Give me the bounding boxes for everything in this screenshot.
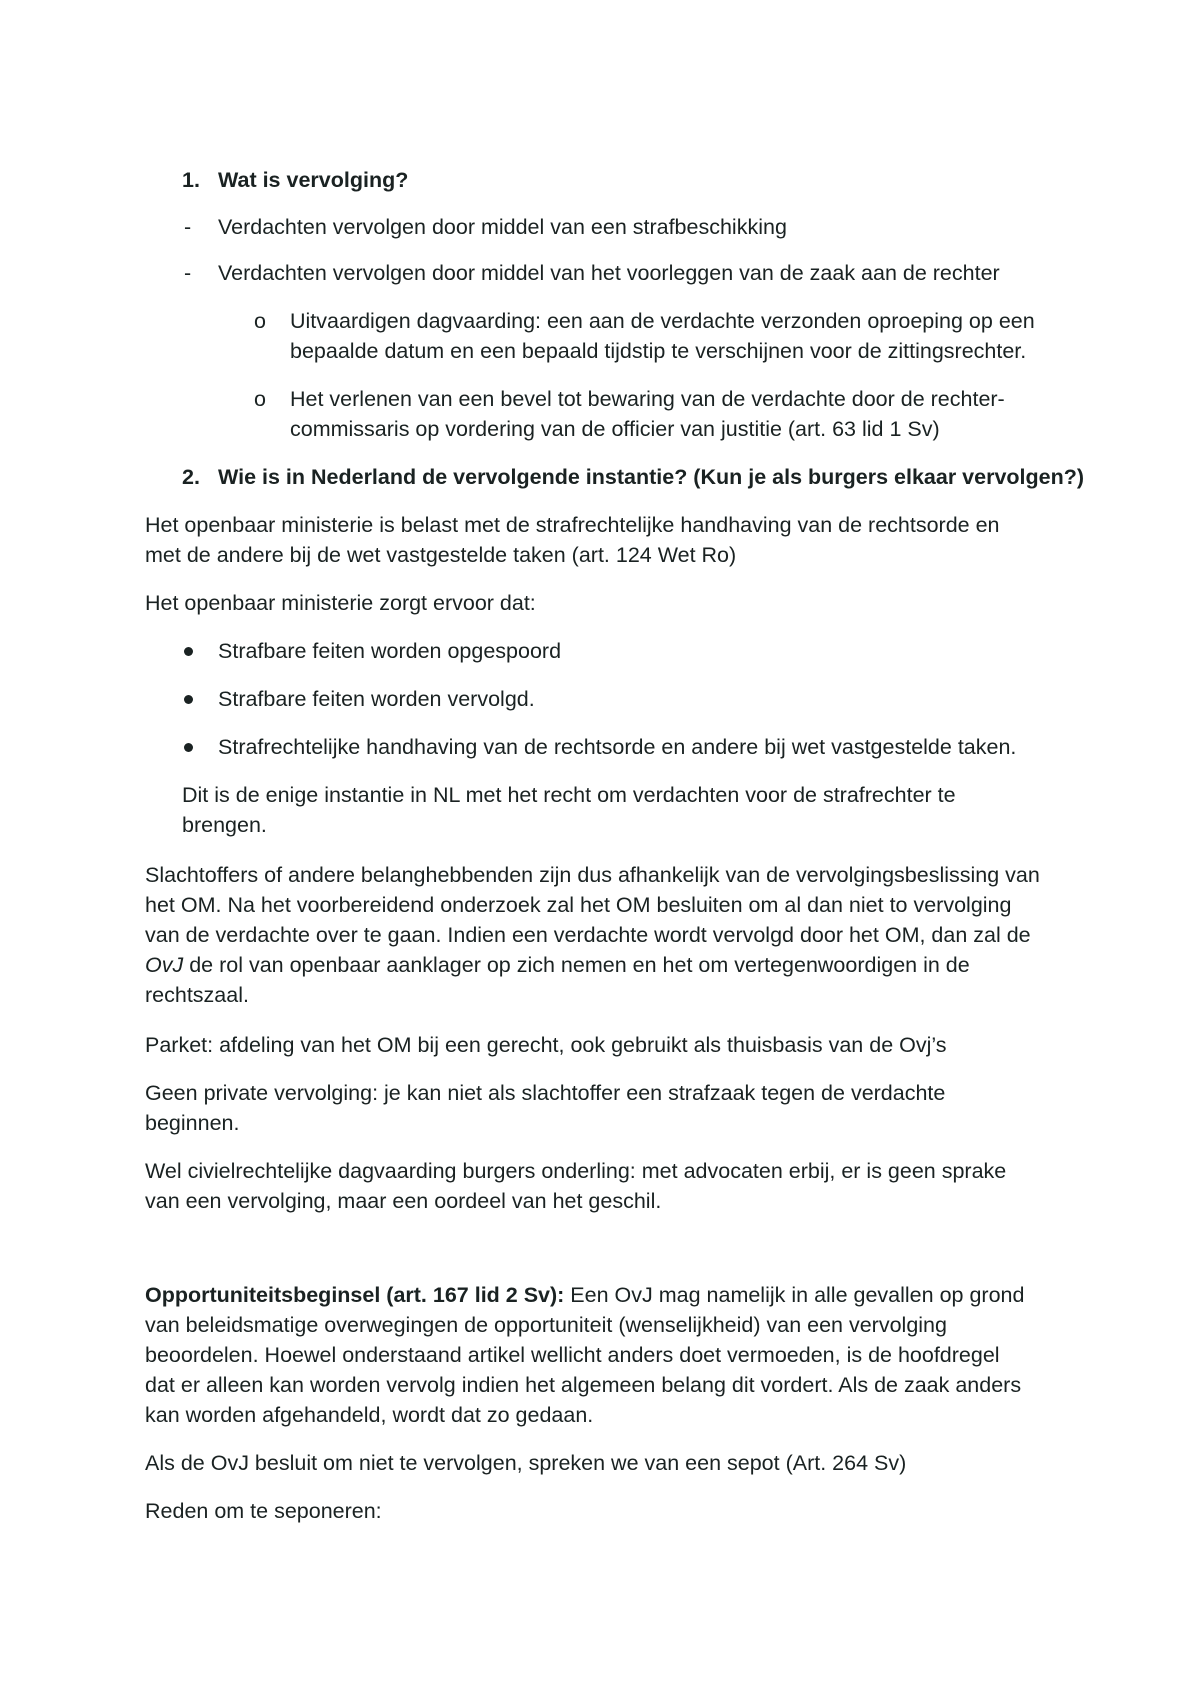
dash-item-2: Verdachten vervolgen door middel van het voorleggen van de zaak aan de rechter (218, 261, 1000, 285)
paragraph-enige-line-2: brengen. (182, 813, 267, 837)
paragraph-enige-line-1: Dit is de enige instantie in NL met het recht om verdachten voor de strafrechter te (182, 783, 956, 807)
paragraph-sepot: Als de OvJ besluit om niet te vervolgen, spreken we van een sepot (Art. 264 Sv) (145, 1451, 907, 1475)
question-1-title: Wat is vervolging? (218, 168, 409, 192)
dash-item-1: Verdachten vervolgen door middel van een strafbeschikking (218, 215, 787, 239)
paragraph-parket: Parket: afdeling van het OM bij een gerecht, ook gebruikt als thuisbasis van de Ovj’s (145, 1033, 947, 1057)
dash-bullet: - (184, 215, 192, 239)
opportuniteit-heading: Opportuniteitsbeginsel (art. 167 lid 2 Sv): (145, 1283, 565, 1307)
paragraph-opportuniteit-line-3: beoordelen. Hoewel onderstaand artikel wellicht anders doet vermoeden, is de hoofdregel (145, 1343, 1000, 1367)
paragraph-slachtoffers-line-4 (145, 950, 970, 980)
question-2-number: 2. (182, 465, 200, 489)
sub-item-2-line-2: commissaris op vordering van de officier van justitie (art. 63 lid 1 Sv) (290, 417, 940, 441)
circle-bullet: o (254, 387, 266, 411)
paragraph-opportuniteit-line-1-rest: Een OvJ mag namelijk in alle gevallen op grond (564, 1283, 1025, 1307)
bullet-dot (184, 647, 193, 656)
bullet-item-2: Strafbare feiten worden vervolgd. (218, 687, 535, 711)
paragraph-opportuniteit-line-5: kan worden afgehandeld, wordt dat zo gedaan. (145, 1403, 594, 1427)
circle-bullet: o (254, 309, 266, 333)
paragraph-slachtoffers-line-5: rechtszaal. (145, 983, 249, 1007)
paragraph-geen-line-2: beginnen. (145, 1111, 240, 1135)
paragraph-slachtoffers-line-4-rest: de rol van openbaar aanklager op zich nemen en het om vertegenwoordigen in de (183, 953, 970, 977)
sub-item-1-line-2: bepaalde datum en een bepaald tijdstip te verschijnen voor de zittingsrechter. (290, 339, 1027, 363)
paragraph-slachtoffers-line-2: het OM. Na het voorbereidend onderzoek zal het OM besluiten om al dan niet to vervolging (145, 893, 1012, 917)
question-2-title: Wie is in Nederland de vervolgende instantie? (Kun je als burgers elkaar vervolgen?) (218, 465, 1085, 489)
paragraph-om-line-2: met de andere bij de wet vastgestelde taken (art. 124 Wet Ro) (145, 543, 737, 567)
paragraph-om-line-1: Het openbaar ministerie is belast met de strafrechtelijke handhaving van de rechtsorde en (145, 513, 1000, 537)
paragraph-wel-line-2: van een vervolging, maar een oordeel van het geschil. (145, 1189, 662, 1213)
paragraph-wel-line-1: Wel civielrechtelijke dagvaarding burgers onderling: met advocaten erbij, er is geen sprake (145, 1159, 1007, 1183)
paragraph-slachtoffers-line-1: Slachtoffers of andere belanghebbenden zijn dus afhankelijk van de vervolgingsbeslissing van (145, 863, 1040, 887)
paragraph-reden: Reden om te seponeren: (145, 1499, 382, 1523)
sub-item-1-line-1: Uitvaardigen dagvaarding: een aan de verdachte verzonden oproeping op een (290, 309, 1035, 333)
paragraph-zorgt: Het openbaar ministerie zorgt ervoor dat: (145, 591, 536, 615)
paragraph-opportuniteit-line-1 (145, 1280, 1024, 1310)
bullet-dot (184, 743, 193, 752)
bullet-dot (184, 695, 193, 704)
bullet-item-3: Strafrechtelijke handhaving van de rechtsorde en andere bij wet vastgestelde taken. (218, 735, 1017, 759)
dash-bullet: - (184, 261, 192, 285)
paragraph-opportuniteit-line-4: dat er alleen kan worden vervolg indien het algemeen belang dit vordert. Als de zaak anders (145, 1373, 1022, 1397)
bullet-item-1: Strafbare feiten worden opgespoord (218, 639, 562, 663)
paragraph-geen-line-1: Geen private vervolging: je kan niet als slachtoffer een strafzaak tegen de verdachte (145, 1081, 946, 1105)
ovj-italic: OvJ (145, 953, 184, 977)
paragraph-slachtoffers-line-3: van de verdachte over te gaan. Indien een verdachte wordt vervolgd door het OM, dan zal de (145, 923, 1031, 947)
sub-item-2-line-1: Het verlenen van een bevel tot bewaring van de verdachte door de rechter- (290, 387, 1005, 411)
question-1-number: 1. (182, 168, 200, 192)
paragraph-opportuniteit-line-2: van beleidsmatige overwegingen de opportuniteit (wenselijkheid) van een vervolging (145, 1313, 947, 1337)
